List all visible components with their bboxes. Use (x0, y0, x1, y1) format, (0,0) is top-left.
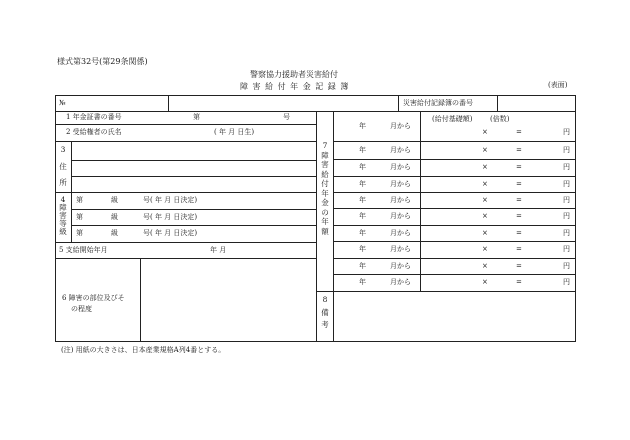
record-book-number-label: 災害給付記録簿の番号 (403, 99, 473, 107)
address-label: 3 住 所 (59, 145, 67, 187)
base-amount-label: (給付基礎額) (432, 115, 473, 123)
no-label: № (59, 99, 66, 107)
payment-start-value: 年 月 (210, 246, 227, 254)
times-sign: × (482, 128, 488, 136)
disability-detail-label-line1: 6 障害の部位及びそ (62, 294, 125, 302)
equals-sign: = (516, 128, 522, 136)
disability-grade-label: 4 障 害 等 級 (59, 195, 67, 236)
header-year: 年 (359, 122, 366, 130)
disability-detail-label-line2: の程度 (71, 305, 92, 313)
beneficiary-birthdate: ( 年 月 日生) (214, 128, 255, 136)
beneficiary-name-label: 2 受給権者の氏名 (66, 128, 122, 136)
pension-certificate-prefix: 第 (193, 113, 200, 121)
pension-certificate-suffix: 号 (283, 113, 290, 121)
payment-start-label: 5 支給開始年月 (59, 246, 108, 254)
form-code: 様式第32号(第29条関係) (57, 57, 148, 66)
annual-pension-label: 7 障 害 給 付 年 金 の 年 額 (321, 141, 329, 236)
pension-certificate-label: 1 年金証書の番号 (66, 113, 122, 121)
header-from: 月から (390, 122, 411, 130)
form-title-line1: 警察協力援助者災害給付 (250, 70, 338, 79)
multiplier-label: (倍数) (490, 115, 510, 123)
side-note: (表面) (548, 81, 568, 89)
remarks-label: 8 備 考 (321, 295, 329, 329)
form-title-line2: 障 害 給 付 年 金 記 録 簿 (240, 82, 350, 91)
yen-label: 円 (563, 128, 570, 136)
footnote: (注) 用紙の大きさは、日本産業規格A列4番とする。 (61, 346, 226, 354)
